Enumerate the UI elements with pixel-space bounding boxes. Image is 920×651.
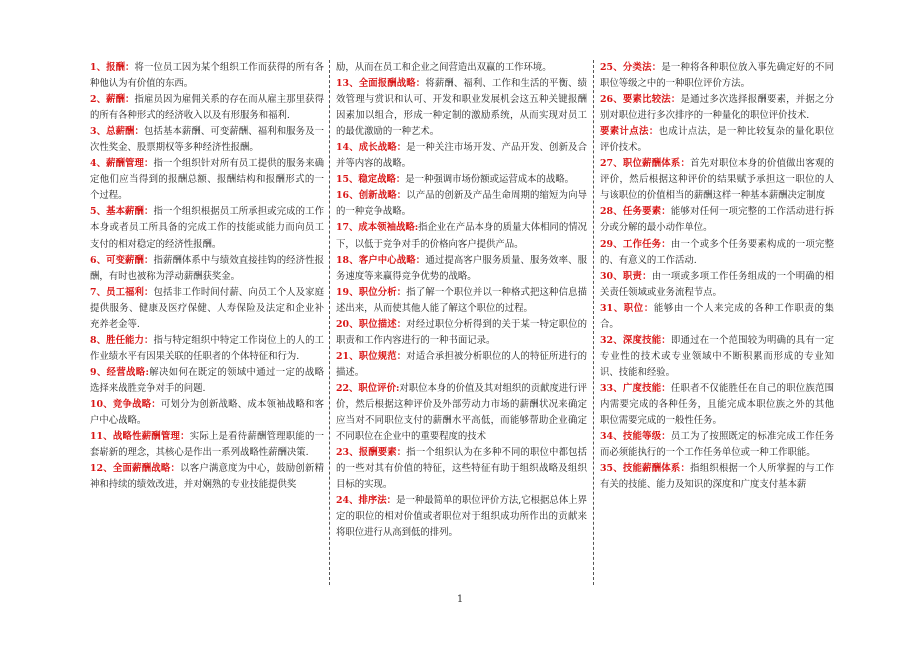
glossary-entry: [336, 140, 587, 172]
glossary-definition: 是一种强调市场份额或运营成本的战略。: [405, 174, 575, 186]
glossary-definition: 任职者不仅能胜任在自己的职位族范围内需要完成的各种任务，且能完成本职位族之外的其他职位需要完成的一般性任务。: [600, 382, 834, 427]
glossary-definition: 由一项或多项工作任务组成的一个明确的相关责任领域或业务流程节点。: [600, 270, 834, 298]
glossary-term: 26、要素比较法：: [600, 94, 681, 106]
glossary-term: 22、职位评价:: [336, 382, 400, 394]
glossary-definition: 对适合承担被分析职位的人的特征所进行的描述。: [336, 350, 587, 378]
glossary-term: 10、竞争战略：: [90, 398, 161, 410]
glossary-term: 8、胜任能力：: [90, 334, 154, 346]
glossary-entry: [600, 92, 834, 124]
glossary-term: 25、分类法：: [600, 62, 662, 73]
glossary-term: 19、职位分析：: [336, 286, 407, 298]
glossary-definition: 指组织根据一个人所掌握的与工作有关的技能、能力及知识的深度和广度支付基本薪: [600, 463, 834, 491]
glossary-entry: [600, 333, 834, 381]
glossary-entry: [336, 317, 587, 349]
glossary-term: 31、职位：: [600, 302, 654, 314]
glossary-term: 27、职位薪酬体系：: [600, 158, 691, 170]
glossary-term: 32、深度技能：: [600, 334, 671, 346]
glossary-term: 7、员工福利：: [90, 286, 154, 298]
glossary-definition: 指薪酬体系中与绩效直接挂钩的经济性报酬，有时也被称为浮动薪酬获奖金。: [90, 254, 324, 282]
glossary-definition: 解决如何在既定的领域中通过一定的战略选择来战胜竞争对手的问题.: [90, 366, 324, 394]
glossary-entry: [600, 60, 834, 92]
glossary-entry: [90, 333, 324, 365]
glossary-definition: 将薪酬、福利、工作和生活的平衡、绩效管理与赏识和认可、开发和职业发展机会这五种关键报酬因素加以组合，形成一种定制的激励系统，从而实现对员工的最优激励的一种艺术。: [336, 78, 587, 138]
glossary-term: 12、全面薪酬战略：: [90, 463, 181, 475]
glossary-term: 35、技能薪酬体系：: [600, 463, 691, 475]
glossary-term: 30、职责：: [600, 270, 652, 282]
glossary-entry: [336, 349, 587, 381]
glossary-term: 9、经营战略:: [90, 366, 149, 378]
text-column-right: [600, 60, 834, 582]
glossary-entry: [600, 156, 834, 204]
glossary-term: 34、技能等级：: [600, 431, 671, 443]
glossary-entry: [90, 156, 324, 204]
glossary-definition: 包括基本薪酬、可变薪酬、福利和服务及一次性奖金、股票期权等多种经济性报酬。: [90, 126, 324, 154]
glossary-term: 4、薪酬管理：: [90, 158, 154, 170]
glossary-entry: [90, 204, 324, 252]
glossary-definition: 是通过多次选择报酬要素，并据之分别对职位进行多次排序的一种量化的职位评价技术.: [600, 94, 834, 122]
glossary-term: 24、排序法：: [336, 495, 397, 507]
glossary-definition: 以客户满意度为中心，鼓励创新精神和持续的绩效改进，并对娴熟的专业技能提供奖: [90, 463, 324, 491]
glossary-definition: 能够对任何一项完整的工作活动进行拆分或分解的最小动作单位。: [600, 206, 834, 234]
glossary-definition: 指了解一个职位并以一种格式把这种信息描述出来，从而使其他人能了解这个职位的过程。: [336, 286, 587, 314]
text-column-middle: [336, 60, 587, 582]
glossary-term: 18、客户中心战略：: [336, 254, 426, 266]
glossary-term: 15、稳定战略：: [336, 174, 406, 186]
glossary-entry: [336, 220, 587, 252]
glossary-term: 11、战略性薪酬管理：: [90, 431, 190, 443]
glossary-entry: [90, 124, 324, 156]
glossary-entry: [336, 253, 587, 285]
glossary-term: 20、职位描述：: [336, 318, 407, 330]
glossary-term: 6、可变薪酬：: [90, 254, 154, 266]
glossary-entry: [90, 461, 324, 493]
glossary-entry: [90, 397, 324, 429]
glossary-term: 33、广度技能：: [600, 382, 671, 394]
glossary-entry: [336, 285, 587, 317]
glossary-entry: [600, 461, 834, 493]
glossary-definition: 对职位本身的价值及其对组织的贡献度进行评价，然后根据这种评价及外部劳动力市场的薪酬状况来确定应当对不同职位支付的薪酬水平高低，而能够帮助企业确定不同职位在企业中的重要程度的技术: [336, 382, 587, 443]
glossary-entry: [90, 92, 324, 124]
glossary-definition: 由一个或多个任务要素构成的一项完整的、有意义的工作活动.: [600, 238, 834, 266]
glossary-definition: 是一种最简单的职位评价方法,它根据总体上界定的职位的相对价值或者职位对于组织成功所作出的贡献来将职位进行从高到低的排列。: [336, 495, 587, 539]
glossary-term: 17、成本领袖战略:: [336, 222, 419, 234]
glossary-definition: 员工为了按照既定的标准完成工作任务而必须能执行的一个工作任务单位或一种工作职能。: [600, 431, 834, 459]
glossary-entry: [600, 301, 834, 333]
glossary-term: 1、报酬：: [90, 62, 135, 73]
glossary-definition: 可划分为创新战略、成本领袖战略和客户中心战略。: [90, 398, 324, 427]
glossary-definition: 也成计点法，是一种比较复杂的量化职位评价技术。: [600, 126, 834, 154]
glossary-definition: 以产品的创新及产品生命周期的缩短为向导的一种竞争战略。: [336, 190, 587, 218]
column-divider-left: [329, 60, 330, 585]
glossary-definition: 指一个组织根据员工所承担或完成的工作本身或者员工所具备的完成工作的技能或能力而向员工支付的相对稳定的经济性报酬。: [90, 206, 324, 250]
glossary-entry: [336, 493, 587, 541]
glossary-entry: [90, 253, 324, 285]
glossary-definition: 包括非工作时间付薪、向员工个人及家庭提供服务、健康及医疗保健、人寿保险及法定和企业补充养老金等.: [90, 286, 324, 330]
glossary-entry: [600, 429, 834, 461]
glossary-entry: [90, 365, 324, 397]
glossary-entry: [336, 60, 587, 76]
glossary-definition: 首先对职位本身的价值做出客观的评价，然后根据这种评价的结果赋予承担这一职位的人与该职位的价值相当的薪酬这样一种基本薪酬决定制度: [600, 158, 834, 202]
text-column-left: [90, 60, 324, 582]
glossary-entry: [336, 445, 587, 493]
glossary-entry: [336, 381, 587, 445]
glossary-entry: [336, 76, 587, 140]
glossary-term: 28、任务要素：: [600, 206, 671, 218]
glossary-term: 3、总薪酬：: [90, 126, 145, 138]
glossary-definition: 指一个组织针对所有员工提供的服务来确定他们应当得到的报酬总额、报酬结构和报酬形式的一个过程。: [90, 158, 324, 202]
glossary-definition: 对经过职位分析得到的关于某一特定职位的职责和工作内容进行的一种书面记录。: [336, 318, 587, 346]
glossary-entry: [90, 429, 324, 461]
glossary-term: 23、报酬要素：: [336, 447, 407, 459]
glossary-term: 14、成长战略：: [336, 142, 407, 154]
glossary-definition: 是一种将各种职位放入事先确定好的不同职位等级之中的一种职位评价方法。: [600, 62, 834, 90]
page-number: 1: [456, 594, 464, 605]
column-divider-right: [593, 60, 594, 585]
glossary-definition: 指企业在产品本身的质量大体相同的情况下，以低于竞争对手的价格向客户提供产品。: [336, 222, 587, 250]
glossary-term: 2、薪酬：: [90, 94, 135, 106]
glossary-term: 29、工作任务：: [600, 238, 671, 250]
glossary-definition: 通过提高客户服务质量、服务效率、服务速度等来赢得竞争优势的战略。: [336, 254, 587, 282]
glossary-term: 13、全面报酬战略：: [336, 78, 426, 90]
glossary-definition: 是一种关注市场开发、产品开发、创新及合并等内容的战略。: [336, 142, 587, 170]
glossary-entry: [600, 381, 834, 429]
glossary-definition: 励，从而在员工和企业之间营造出双赢的工作环境。: [336, 62, 552, 73]
glossary-term: 5、基本薪酬：: [90, 206, 154, 218]
glossary-entry: [600, 269, 834, 301]
glossary-entry: [600, 204, 834, 236]
glossary-entry: [90, 60, 324, 92]
glossary-entry: [600, 124, 834, 156]
glossary-definition: 能够由一个人来完成的各种工作职责的集合。: [600, 302, 834, 330]
glossary-term: 21、职位规范：: [336, 350, 407, 362]
glossary-definition: 实际上是看待薪酬管理职能的一套崭新的理念，其核心是作出一系列战略性薪酬决策.: [90, 431, 324, 459]
glossary-definition: 指雇员因为雇佣关系的存在而从雇主那里获得的所有各种形式的经济收入以及有形服务和福利.: [90, 94, 324, 122]
glossary-term: 16、创新战略：: [336, 190, 407, 202]
glossary-definition: 指一个组织认为在多种不同的职位中都包括的一些对其有价值的特征，这些特征有助于组织战略及组织目标的实现。: [336, 447, 587, 491]
glossary-entry: [336, 172, 587, 188]
glossary-entry: [90, 285, 324, 333]
glossary-entry: [600, 237, 834, 269]
glossary-definition: 即通过在一个范围较为明确的具有一定专业性的技术或专业领域中不断积累而形成的专业知识、技能和经验。: [600, 334, 834, 378]
glossary-term: 要素计点法：: [600, 126, 659, 138]
glossary-entry: [336, 188, 587, 220]
glossary-definition: 指与特定组织中特定工作岗位上的人的工作业绩水平有因果关联的任职者的个体特征和行为.: [90, 334, 324, 362]
glossary-definition: 将一位员工因为某个组织工作而获得的所有各种他认为有价值的东西。: [90, 62, 324, 90]
